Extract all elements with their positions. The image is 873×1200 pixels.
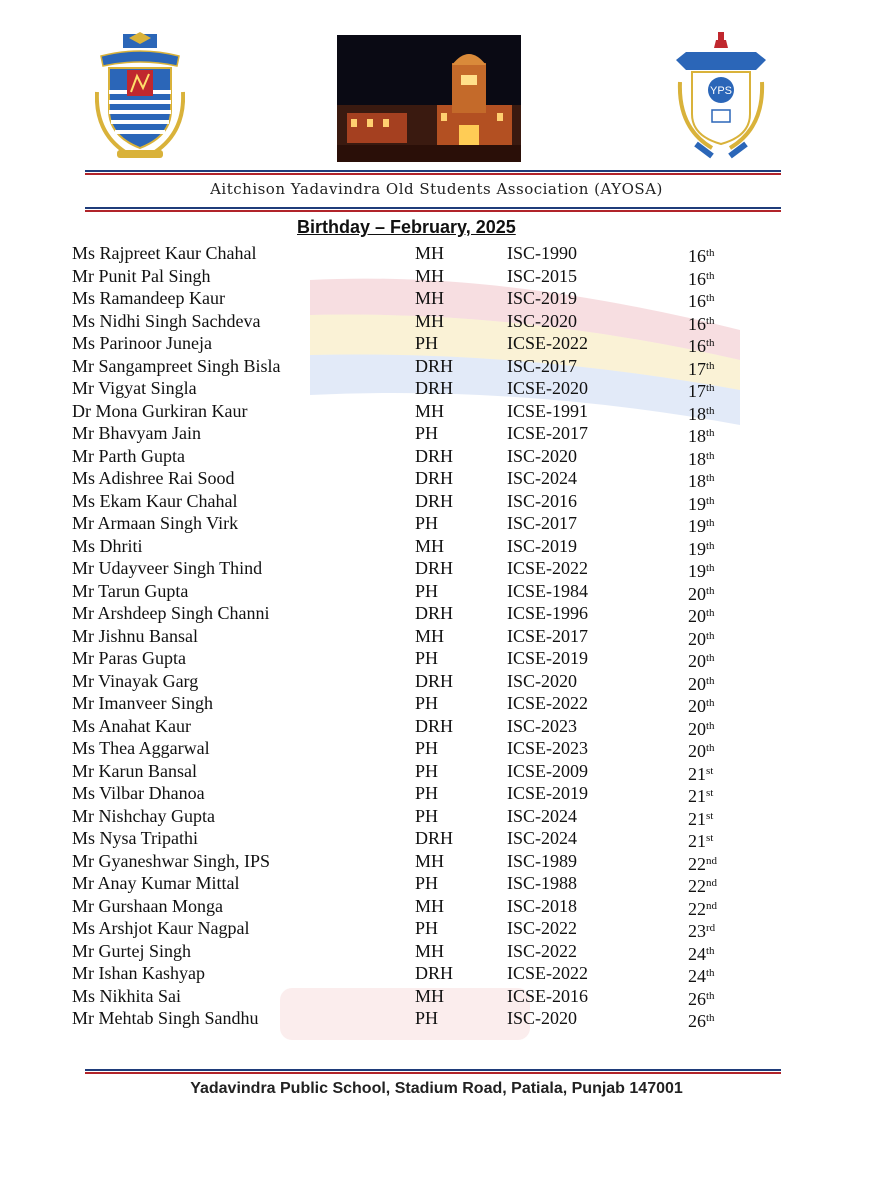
association-name: Aitchison Yadavindra Old Students Association (AYOSA) [210, 180, 663, 198]
member-house: MH [415, 850, 445, 871]
birthday-day: 17 [688, 358, 706, 379]
birthday-day: 21 [688, 786, 706, 806]
member-batch: ISC-2019 [507, 535, 578, 556]
birthday-ordinal: th [706, 427, 715, 439]
birthday-ordinal: th [706, 247, 715, 259]
member-name: Mr Udayveer Singh Thind [72, 558, 263, 578]
birthday-ordinal: th [706, 404, 715, 417]
school-building-night-photo [337, 35, 521, 162]
member-house: PH [415, 738, 439, 758]
birthday-ordinal: th [706, 989, 715, 1002]
member-batch: ISC-2024 [507, 828, 578, 848]
member-batch: ISC-2020 [507, 310, 578, 331]
member-house: MH [415, 940, 445, 961]
member-name: Ms Dhriti [72, 535, 143, 556]
top-divider [85, 170, 781, 175]
birthday-day: 16 [688, 336, 706, 356]
member-name: Mr Paras Gupta [72, 648, 186, 668]
member-house: MH [415, 625, 445, 646]
member-house: PH [415, 693, 439, 713]
list-item [0, 332, 873, 355]
member-name: Ms Nikhita Sai [72, 985, 182, 1006]
member-house: PH [415, 648, 439, 668]
list-item [0, 782, 873, 805]
member-house: PH [415, 580, 439, 601]
member-name: Ms Rajpreet Kaur Chahal [72, 243, 257, 263]
member-house: PH [415, 760, 439, 781]
birthday-day: 24 [688, 943, 706, 964]
birthday-day: 22 [688, 876, 706, 896]
birthday-ordinal: th [706, 314, 715, 327]
birthday-ordinal: th [706, 359, 715, 372]
birthday-ordinal: th [706, 674, 715, 687]
birthday-day: 17 [688, 381, 706, 401]
member-batch: ICSE-2022 [507, 558, 588, 578]
birthday-ordinal: th [706, 269, 715, 282]
member-batch: ISC-2022 [507, 940, 578, 961]
list-item [0, 557, 873, 580]
birthday-ordinal: th [706, 337, 715, 349]
member-name: Ms Arshjot Kaur Nagpal [72, 918, 250, 938]
list-item [0, 647, 873, 670]
birthday-ordinal: st [706, 809, 714, 822]
member-house: DRH [415, 490, 454, 511]
member-house: PH [415, 805, 439, 826]
aitchison-crest-logo [95, 32, 185, 162]
member-batch: ICSE-1991 [507, 400, 588, 421]
member-batch: ISC-2015 [507, 265, 578, 286]
member-name: Mr Arshdeep Singh Channi [72, 603, 270, 623]
member-house: PH [415, 513, 439, 533]
birthday-day: 20 [688, 718, 706, 739]
member-batch: ICSE-2019 [507, 648, 588, 668]
member-batch: ISC-1990 [507, 243, 578, 263]
list-item [0, 827, 873, 850]
birthday-date [688, 1007, 715, 1033]
birthday-ordinal: th [706, 539, 715, 552]
page-title: Birthday – February, 2025 [297, 217, 516, 237]
member-name: Mr Armaan Singh Virk [72, 513, 239, 533]
member-batch: ISC-2016 [507, 490, 578, 511]
list-item [0, 1007, 873, 1030]
member-batch: ICSE-1996 [507, 603, 588, 623]
member-house: PH [415, 783, 439, 803]
birthday-day: 16 [688, 313, 706, 334]
member-name: Mr Ishan Kashyap [72, 963, 205, 983]
list-item [0, 962, 873, 985]
member-house: PH [415, 918, 439, 938]
member-batch: ICSE-2022 [507, 333, 588, 353]
member-batch: ISC-2024 [507, 805, 578, 826]
birthday-day: 26 [688, 1011, 706, 1031]
member-batch: ISC-1989 [507, 850, 578, 871]
list-item [0, 310, 873, 333]
birthday-ordinal: th [706, 944, 715, 957]
member-name: Mr Vigyat Singla [72, 378, 197, 398]
member-house: DRH [415, 603, 454, 623]
member-house: PH [415, 1008, 439, 1028]
birthday-ordinal: st [706, 787, 714, 799]
member-name: Mr Imanveer Singh [72, 693, 213, 713]
member-name: Mr Bhavyam Jain [72, 423, 201, 443]
member-batch: ISC-1988 [507, 873, 578, 893]
member-batch: ISC-2018 [507, 895, 578, 916]
member-batch: ISC-2022 [507, 918, 578, 938]
member-name: Mr Anay Kumar Mittal [72, 873, 240, 893]
birthday-ordinal: th [706, 652, 715, 664]
member-house: DRH [415, 670, 454, 691]
birthday-ordinal: th [706, 382, 715, 394]
birthday-day: 18 [688, 426, 706, 446]
member-name: Mr Gurtej Singh [72, 940, 191, 961]
member-house: MH [415, 400, 445, 421]
member-name: Mr Nishchay Gupta [72, 805, 215, 826]
list-item [0, 490, 873, 513]
list-item [0, 400, 873, 423]
member-name: Ms Anahat Kaur [72, 715, 191, 736]
member-house: MH [415, 243, 445, 263]
birthday-ordinal: th [706, 562, 715, 574]
member-name: Mr Karun Bansal [72, 760, 197, 781]
member-batch: ISC-2019 [507, 288, 578, 308]
member-house: DRH [415, 445, 454, 466]
member-house: MH [415, 310, 445, 331]
birthday-ordinal: th [706, 584, 715, 597]
list-item [0, 467, 873, 490]
birthday-day: 20 [688, 606, 706, 626]
birthday-day: 16 [688, 246, 706, 266]
list-item [0, 535, 873, 558]
member-name: Mr Vinayak Garg [72, 670, 199, 691]
member-house: DRH [415, 378, 454, 398]
list-item [0, 895, 873, 918]
member-batch: ICSE-2017 [507, 625, 588, 646]
list-item [0, 445, 873, 468]
member-house: MH [415, 535, 445, 556]
list-item [0, 602, 873, 625]
birthday-day: 26 [688, 988, 706, 1009]
birthday-day: 16 [688, 291, 706, 311]
list-item [0, 872, 873, 895]
member-batch: ICSE-2022 [507, 693, 588, 713]
member-house: PH [415, 423, 439, 443]
member-batch: ICSE-2023 [507, 738, 588, 758]
birthday-day: 20 [688, 651, 706, 671]
birthday-day: 22 [688, 853, 706, 874]
member-name: Mr Gurshaan Monga [72, 895, 223, 916]
member-house: MH [415, 288, 445, 308]
bottom-divider [85, 1069, 781, 1074]
birthday-ordinal: th [706, 742, 715, 754]
birthday-day: 18 [688, 403, 706, 424]
birthday-ordinal: th [706, 1012, 715, 1024]
birthday-day: 21 [688, 763, 706, 784]
member-house: DRH [415, 715, 454, 736]
birthday-ordinal: st [706, 832, 714, 844]
member-batch: ISC-2020 [507, 445, 578, 466]
birthday-day: 19 [688, 561, 706, 581]
member-name: Ms Ekam Kaur Chahal [72, 490, 238, 511]
list-item [0, 265, 873, 288]
birthday-day: 23 [688, 921, 706, 941]
birthday-ordinal: th [706, 292, 715, 304]
list-item [0, 805, 873, 828]
birthday-ordinal: st [706, 764, 714, 777]
member-name: Mr Tarun Gupta [72, 580, 189, 601]
birthday-day: 20 [688, 628, 706, 649]
list-item [0, 985, 873, 1008]
list-item [0, 715, 873, 738]
birthday-day: 22 [688, 898, 706, 919]
member-house: DRH [415, 828, 454, 848]
member-name: Mr Mehtab Singh Sandhu [72, 1008, 259, 1028]
birthday-ordinal: th [706, 719, 715, 732]
birthday-ordinal: th [706, 629, 715, 642]
birthday-day: 19 [688, 516, 706, 536]
list-item [0, 760, 873, 783]
birthday-ordinal: th [706, 967, 715, 979]
member-name: Ms Thea Aggarwal [72, 738, 210, 758]
birthday-day: 18 [688, 448, 706, 469]
member-batch: ICSE-2009 [507, 760, 588, 781]
list-item [0, 692, 873, 715]
member-name: Mr Sangampreet Singh Bisla [72, 355, 281, 376]
member-batch: ISC-2020 [507, 1008, 578, 1028]
member-name: Mr Punit Pal Singh [72, 265, 211, 286]
member-batch: ICSE-2016 [507, 985, 588, 1006]
birthday-ordinal: th [706, 697, 715, 709]
birthday-day: 21 [688, 831, 706, 851]
member-name: Mr Gyaneshwar Singh, IPS [72, 850, 270, 871]
birthday-ordinal: th [706, 517, 715, 529]
list-item [0, 512, 873, 535]
birthday-day: 20 [688, 741, 706, 761]
member-batch: ISC-2017 [507, 513, 578, 533]
member-batch: ISC-2024 [507, 468, 578, 488]
member-house: DRH [415, 468, 454, 488]
second-divider [85, 207, 781, 212]
birthday-ordinal: th [706, 607, 715, 619]
member-house: PH [415, 873, 439, 893]
birthday-list [0, 242, 873, 1030]
list-item [0, 737, 873, 760]
birthday-ordinal: nd [706, 877, 717, 889]
yps-initials: YPS [709, 85, 733, 97]
birthday-ordinal: th [706, 449, 715, 462]
member-name: Ms Vilbar Dhanoa [72, 783, 205, 803]
birthday-day: 19 [688, 538, 706, 559]
member-batch: ICSE-2017 [507, 423, 588, 443]
member-house: MH [415, 265, 445, 286]
list-item [0, 422, 873, 445]
list-item [0, 940, 873, 963]
footer-address: Yadavindra Public School, Stadium Road, Patiala, Punjab 147001 [190, 1080, 683, 1097]
member-house: PH [415, 333, 439, 353]
member-batch: ISC-2023 [507, 715, 578, 736]
member-house: DRH [415, 963, 454, 983]
member-name: Ms Nysa Tripathi [72, 828, 199, 848]
birthday-ordinal: nd [706, 854, 717, 867]
list-item [0, 580, 873, 603]
yps-crest-logo [672, 32, 770, 162]
member-house: DRH [415, 355, 454, 376]
member-name: Ms Parinoor Juneja [72, 333, 212, 353]
list-item [0, 850, 873, 873]
birthday-ordinal: rd [706, 922, 716, 934]
list-item [0, 625, 873, 648]
birthday-day: 20 [688, 696, 706, 716]
list-item [0, 355, 873, 378]
member-house: DRH [415, 558, 454, 578]
list-item [0, 377, 873, 400]
member-name: Ms Adishree Rai Sood [72, 468, 235, 488]
member-batch: ISC-2020 [507, 670, 578, 691]
list-item [0, 670, 873, 693]
birthday-day: 19 [688, 493, 706, 514]
birthday-day: 20 [688, 673, 706, 694]
birthday-day: 21 [688, 808, 706, 829]
birthday-day: 16 [688, 268, 706, 289]
birthday-ordinal: th [706, 494, 715, 507]
birthday-day: 20 [688, 583, 706, 604]
member-name: Ms Ramandeep Kaur [72, 288, 225, 308]
member-name: Ms Nidhi Singh Sachdeva [72, 310, 261, 331]
birthday-ordinal: nd [706, 899, 717, 912]
birthday-ordinal: th [706, 472, 715, 484]
list-item [0, 917, 873, 940]
birthday-day: 18 [688, 471, 706, 491]
member-batch: ICSE-2022 [507, 963, 588, 983]
member-house: MH [415, 985, 445, 1006]
member-name: Mr Jishnu Bansal [72, 625, 198, 646]
member-house: MH [415, 895, 445, 916]
member-batch: ISC-2017 [507, 355, 578, 376]
birthday-day: 24 [688, 966, 706, 986]
member-name: Mr Parth Gupta [72, 445, 185, 466]
list-item [0, 242, 873, 265]
member-batch: ICSE-1984 [507, 580, 588, 601]
member-batch: ICSE-2020 [507, 378, 588, 398]
list-item [0, 287, 873, 310]
member-name: Dr Mona Gurkiran Kaur [72, 400, 248, 421]
member-batch: ICSE-2019 [507, 783, 588, 803]
